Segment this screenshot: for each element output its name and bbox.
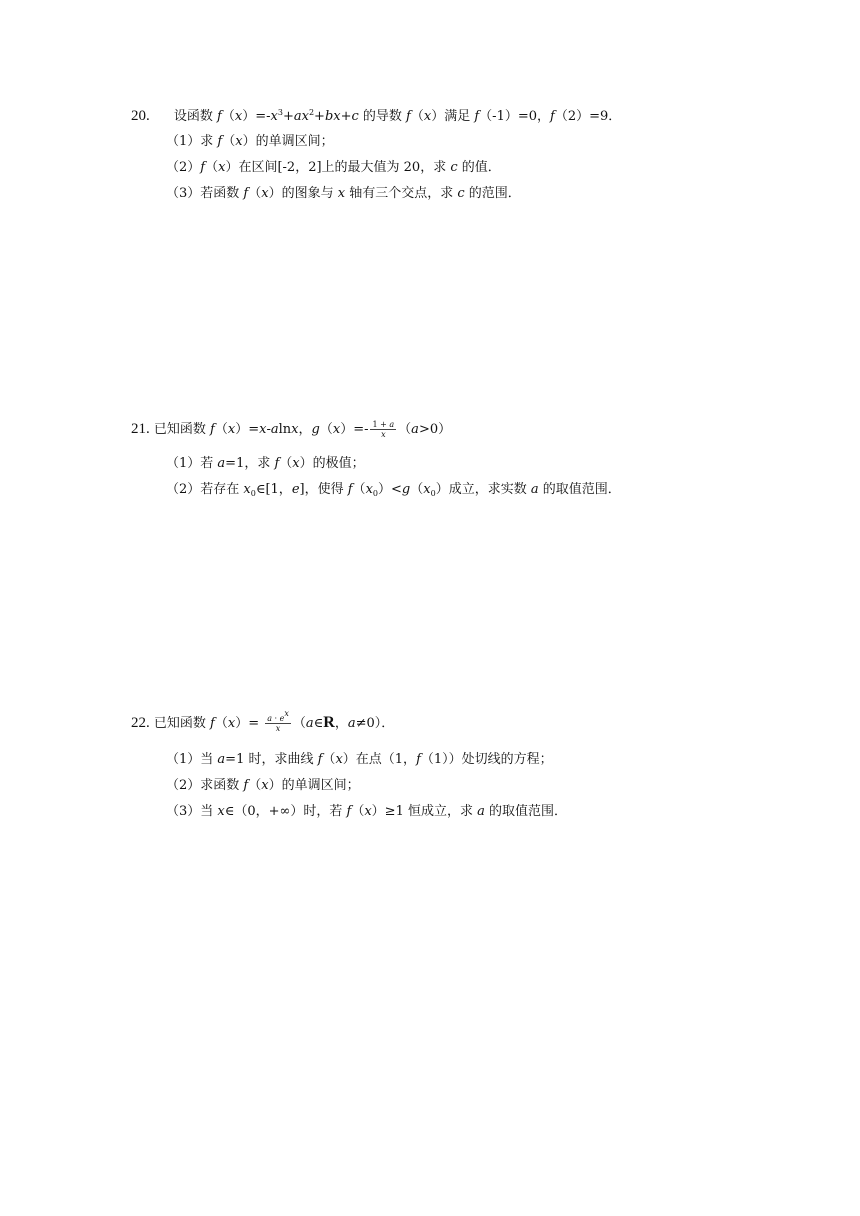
- fraction: $\frac{1 + a}{x}$: [372, 420, 395, 439]
- problem-22-part-2: （2）求函数 f（x）的单调区间；: [166, 778, 360, 793]
- problem-21-part-2: （2）若存在 $x_0\in[1$，e]，使得 $f(x_0)<g(x_0)$成立，求实数 a 的取值范围．: [166, 482, 621, 498]
- fraction: $\frac{a \cdot e^x}{x}$: [267, 709, 289, 733]
- problem-21-stem: 21. 已知函数 f（x）=x-alnx，g（x）=- $\frac{1 + a}{x}$ （a>0）: [131, 420, 452, 439]
- problem-22-part-3: （3）当 x∈（0，+∞）时，若 f（x）≥1 恒成立，求 a 的取值范围．: [166, 804, 568, 819]
- problem-21-part-1: （1）若 a=1，求 f（x）的极值；: [166, 456, 365, 471]
- problem-20-part-1: （1）求 f（x）的单调区间；: [166, 134, 334, 149]
- problem-20-stem: 20. 设函数 $f(x)=-x^3+ax^2+bx+c$ 的导数 f（x）满足 f（-1）=0，f（2）=9．: [131, 108, 622, 124]
- problem-22-part-1: （1）当 a=1 时，求曲线 f（x）在点（1，f（1））处切线的方程；: [166, 752, 553, 767]
- problem-number: 21.: [131, 421, 150, 437]
- problem-number: 22.: [131, 715, 150, 731]
- problem-20-part-3: （3）若函数 f（x）的图象与 x 轴有三个交点，求 c 的范围．: [166, 186, 521, 201]
- problem-20-part-2: （2）f（x）在区间[-2，2]上的最大值为 20，求 c 的值．: [166, 160, 501, 175]
- problem-number: 20.: [131, 108, 150, 124]
- problem-22-stem: 22. 已知函数 f（x）= $\frac{a \cdot e^x}{x}$ （a∈R，a≠0）．: [131, 709, 395, 733]
